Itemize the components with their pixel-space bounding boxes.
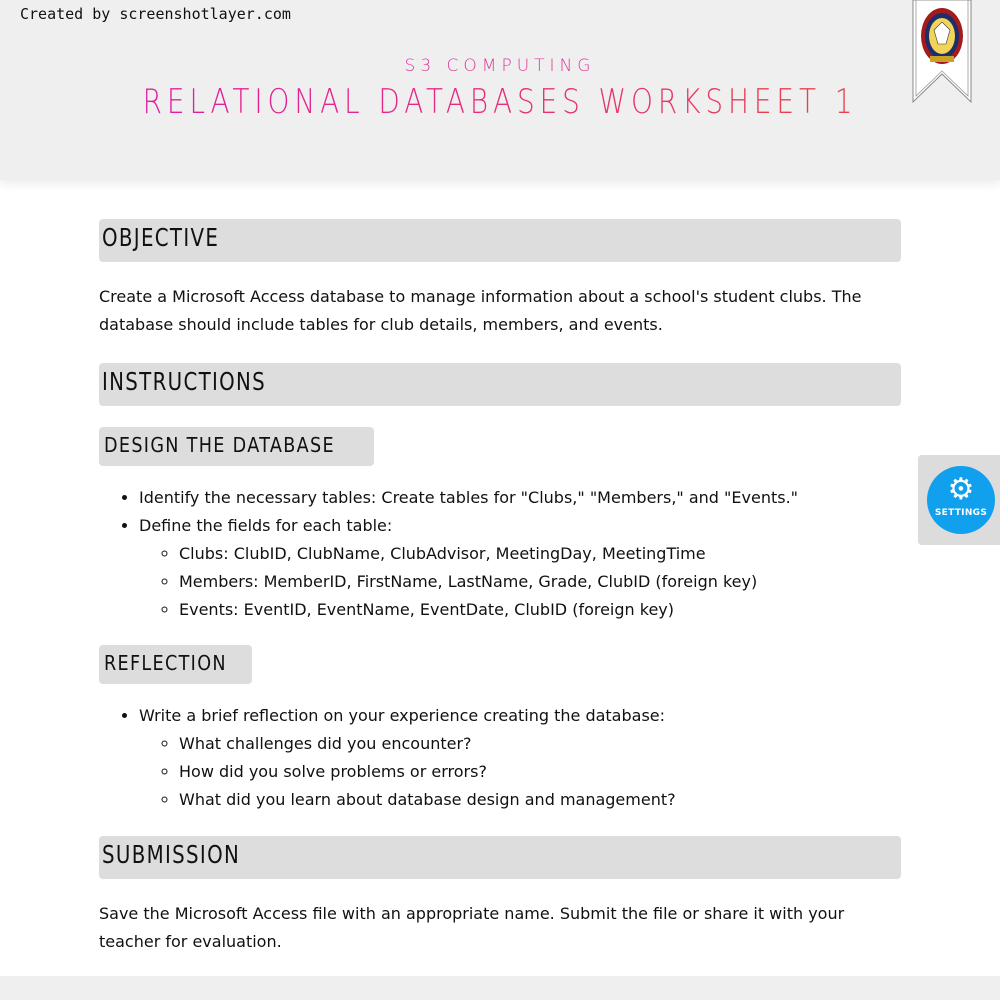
fields-list: [139, 540, 901, 624]
objective-text: Create a Microsoft Access database to manage information about a school's student clubs. The database should include tables for club details, members, and events.: [99, 287, 862, 334]
list-item: • Write a brief reflection on your experience creating the database: ◦ What challenges did you encounter? ◦ How did you solve problems or errors? ◦ What did you learn about database design and management?: [139, 702, 901, 814]
list-item: ◦ Members: MemberID, FirstName, LastName, Grade, ClubID (foreign key): [179, 568, 901, 596]
submission-text: Save the Microsoft Access file with an appropriate name. Submit the file or share it with your teacher for evaluation.: [99, 904, 845, 951]
gear-icon: ⚙: [947, 472, 975, 507]
page-footer: [0, 976, 1000, 1000]
design-list: [99, 484, 901, 624]
list-item: ◦ What did you learn about database design and management?: [179, 786, 901, 814]
watermark-text: Created by screenshotlayer.com: [20, 5, 291, 23]
list-item: • Identify the necessary tables: Create tables for "Clubs," "Members," and "Events.": [139, 484, 901, 512]
page-header: [0, 0, 1000, 180]
worksheet-content: [99, 219, 901, 980]
settings-button[interactable]: [927, 466, 995, 534]
school-crest-icon: [912, 0, 972, 104]
submission-heading: SUBMISSION: [99, 836, 901, 879]
list-item: ◦ What challenges did you encounter?: [179, 730, 901, 758]
reflection-list: [99, 702, 901, 814]
questions-list: [139, 730, 901, 814]
settings-tab: [918, 455, 1000, 545]
objective-heading: OBJECTIVE: [99, 219, 901, 262]
page-title: RELATIONAL DATABASES WORKSHEET 1: [90, 82, 910, 122]
list-item: ◦ Events: EventID, EventName, EventDate, ClubID (foreign key): [179, 596, 901, 624]
subject-label: S3 COMPUTING: [404, 56, 596, 76]
list-item: ◦ Clubs: ClubID, ClubName, ClubAdvisor, MeetingDay, MeetingTime: [179, 540, 901, 568]
list-item: ◦ How did you solve problems or errors?: [179, 758, 901, 786]
design-heading: DESIGN THE DATABASE: [99, 427, 374, 466]
list-item: • Define the fields for each table: ◦ Clubs: ClubID, ClubName, ClubAdvisor, MeetingDay, MeetingTime ◦ Members: MemberID, FirstName, LastName, Grade, ClubID (foreign key) ◦ Events: EventID, EventName, EventDate, ClubID (foreign key): [139, 512, 901, 624]
instructions-heading: INSTRUCTIONS: [99, 363, 901, 406]
settings-label: SETTINGS: [934, 508, 988, 518]
reflection-heading: REFLECTION: [99, 645, 252, 684]
